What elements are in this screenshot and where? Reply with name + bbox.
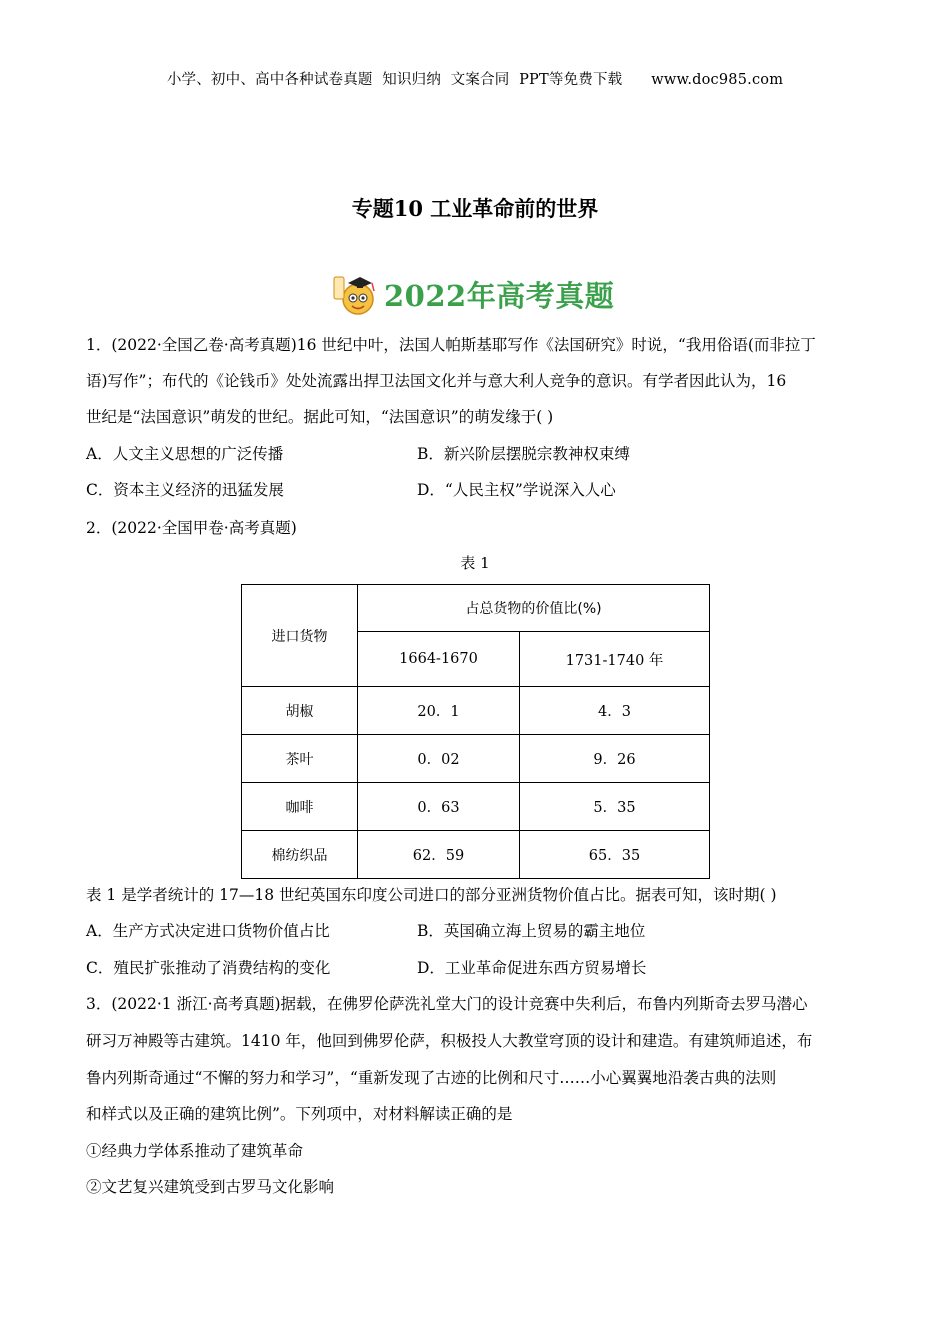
table-cell-value: 0．63 (358, 783, 520, 831)
q1-line-3: 世纪是“法国意识”萌发的世纪。据此可知，“法国意识”的萌发缘于( ) (86, 408, 554, 426)
q3-line-2: 研习万神殿等古建筑。1410 年，他回到佛罗伦萨，积极投人大教堂穹顶的设计和建造。有建筑师追述，布 (86, 1032, 813, 1050)
q1-line-1: 1．(2022·全国乙卷·高考真题)16 世纪中叶，法国人帕斯基耶写作《法国研究》时说，“我用俗语(而非拉丁 (86, 336, 816, 354)
q3-line-4: 和样式以及正确的建筑比例”。下列项中，对材料解读正确的是 (86, 1105, 513, 1123)
mascot-icon (330, 271, 380, 317)
q2-option-d: D．工业革命促进东西方贸易增长 (417, 959, 647, 977)
page-header: 小学、初中、高中各种试卷真题 知识归纳 文案合同 PPT等免费下载 www.doc985.com (166, 72, 784, 88)
table-cell-item: 胡椒 (242, 687, 358, 735)
q1-option-c: C．资本主义经济的迅猛发展 (86, 481, 284, 499)
table-cell-value: 20．1 (358, 687, 520, 735)
table-row (242, 831, 710, 879)
q2-question: 表 1 是学者统计的 17—18 世纪英国东印度公司进口的部分亚洲货物价值占比。据表可知，该时期( ) (86, 886, 777, 904)
table-period-2: 1731-1740 年 (520, 632, 710, 687)
table-cell-value: 65．35 (520, 831, 710, 879)
q1-option-a: A．人文主义思想的广泛传播 (86, 445, 284, 463)
q3-line-3: 鲁内列斯奇通过“不懈的努力和学习”，“重新发现了古迹的比例和尺寸……小心翼翼地沿袭古典的法则 (86, 1069, 777, 1087)
table-row (242, 687, 710, 735)
table-cell-value: 9．26 (520, 735, 710, 783)
q1-option-d: D．“人民主权”学说深入人心 (417, 481, 616, 499)
table-cell-item: 棉纺织品 (242, 831, 358, 879)
q2-stem: 2．(2022·全国甲卷·高考真题) (86, 519, 297, 537)
import-table (241, 584, 710, 879)
section-banner (330, 270, 614, 318)
table-row (242, 783, 710, 831)
q2-option-b: B．英国确立海上贸易的霸主地位 (417, 922, 646, 940)
q2-option-a: A．生产方式决定进口货物价值占比 (86, 922, 330, 940)
table-group-header: 占总货物的价值比(%) (358, 585, 710, 632)
table-row (242, 735, 710, 783)
table-period-1: 1664-1670 (358, 632, 520, 687)
table-cell-item: 茶叶 (242, 735, 358, 783)
table-row-header: 进口货物 (242, 585, 358, 687)
q3-item-1: ①经典力学体系推动了建筑革命 (86, 1142, 304, 1160)
table-cell-value: 5．35 (520, 783, 710, 831)
q2-option-c: C．殖民扩张推动了消费结构的变化 (86, 959, 331, 977)
q3-item-2: ②文艺复兴建筑受到古罗马文化影响 (86, 1178, 335, 1196)
table-cell-item: 咖啡 (242, 783, 358, 831)
table-cell-value: 62．59 (358, 831, 520, 879)
banner-title: 2022年高考真题 (384, 278, 615, 313)
table-caption: 表 1 (460, 554, 490, 572)
q1-line-2: 语)写作”；布代的《论钱币》处处流露出捍卫法国文化并与意大利人竞争的意识。有学者因此认为，16 (86, 372, 787, 390)
q3-line-1: 3．(2022·1 浙江·高考真题)据载，在佛罗伦萨洗礼堂大门的设计竞赛中失利后，布鲁内列斯奇去罗马潜心 (86, 995, 808, 1013)
table-cell-value: 0．02 (358, 735, 520, 783)
q1-option-b: B．新兴阶层摆脱宗教神权束缚 (417, 445, 630, 463)
table-cell-value: 4．3 (520, 687, 710, 735)
page-title: 专题10 工业革命前的世界 (351, 196, 599, 221)
